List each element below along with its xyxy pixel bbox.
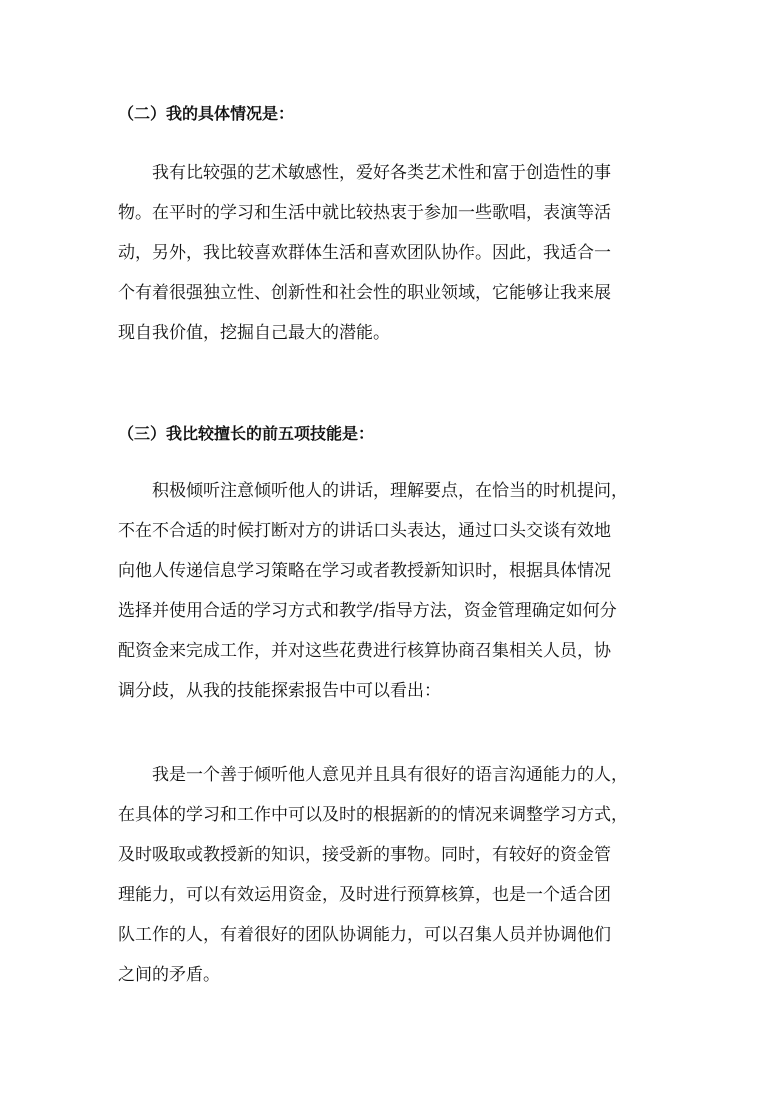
section-2-heading: （二）我的具体情况是： [118, 104, 295, 123]
section-3-line-2: 不在不合适的时候打断对方的讲话口头表达，通过口头交谈有效地 [118, 521, 611, 541]
section-4-line-6: 之间的矛盾。 [118, 965, 220, 985]
section-3-line-6: 调分歧，从我的技能探索报告中可以看出： [118, 681, 441, 701]
section-2-line-1: 我有比较强的艺术敏感性，爱好各类艺术性和富于创造性的事 [152, 163, 611, 183]
section-2-line-2: 物。在平时的学习和生活中就比较热衷于参加一些歌唱，表演等活 [118, 203, 611, 223]
section-2-line-4: 个有着很强独立性、创新性和社会性的职业领域，它能够让我来展 [118, 283, 611, 303]
section-2-line-3: 动，另外，我比较喜欢群体生活和喜欢团队协作。因此，我适合一 [118, 243, 611, 263]
section-4-line-4: 理能力，可以有效运用资金，及时进行预算核算，也是一个适合团 [118, 885, 611, 905]
section-3-line-4: 选择并使用合适的学习方式和教学/指导方法，资金管理确定如何分 [118, 601, 617, 621]
section-3-line-1: 积极倾听注意倾听他人的讲话，理解要点，在恰当的时机提问， [152, 481, 628, 501]
section-2-line-5: 现自我价值，挖掘自己最大的潜能。 [118, 323, 390, 343]
section-4-line-3: 及时吸取或教授新的知识，接受新的事物。同时，有较好的资金管 [118, 845, 611, 865]
section-3-line-5: 配资金来完成工作，并对这些花费进行核算协商召集相关人员，协 [118, 641, 611, 661]
section-3-line-3: 向他人传递信息学习策略在学习或者教授新知识时，根据具体情况 [118, 561, 611, 581]
section-4-line-2: 在具体的学习和工作中可以及时的根据新的的情况来调整学习方式， [118, 805, 628, 825]
section-3-heading: （三）我比较擅长的前五项技能是： [118, 424, 375, 443]
section-4-line-1: 我是一个善于倾听他人意见并且具有很好的语言沟通能力的人， [152, 765, 628, 785]
section-4-line-5: 队工作的人，有着很好的团队协调能力，可以召集人员并协调他们 [118, 925, 611, 945]
